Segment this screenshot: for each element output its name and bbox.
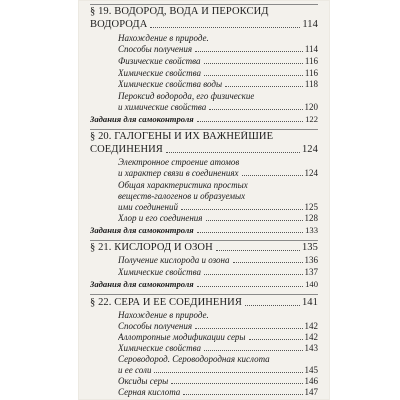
page-number: 114 bbox=[302, 19, 318, 30]
toc-item[interactable]: Химические свойства 116 bbox=[118, 68, 318, 78]
toc-item-continuation[interactable]: ими соединений 125 bbox=[118, 202, 318, 212]
section-divider bbox=[90, 294, 318, 295]
leader-dots bbox=[150, 27, 300, 28]
toc-item[interactable]: Аллотропные модификации серы 142 bbox=[118, 332, 318, 342]
page-number: 141 bbox=[301, 297, 318, 308]
toc-item[interactable]: Химические свойства 137 bbox=[118, 267, 318, 277]
toc-item[interactable]: Химические свойства 143 bbox=[118, 343, 318, 353]
leader-dots bbox=[209, 109, 302, 110]
self-check-tasks[interactable]: Задания для самоконтроля 140 bbox=[90, 279, 318, 289]
leader-dots bbox=[225, 86, 303, 87]
toc-item[interactable]: Получение кислорода и озона 136 bbox=[118, 255, 318, 265]
page-number: 133 bbox=[305, 225, 318, 235]
leader-dots bbox=[204, 274, 303, 275]
page-number: 142 bbox=[304, 332, 318, 342]
page-number: 140 bbox=[305, 279, 318, 289]
leader-dots bbox=[197, 286, 303, 287]
section-title[interactable]: § 21. КИСЛОРОД И ОЗОН 135 bbox=[90, 242, 318, 253]
section-title[interactable]: § 19. ВОДОРОД, ВОДА И ПЕРОКСИД bbox=[90, 6, 269, 17]
page-number: 143 bbox=[304, 343, 318, 353]
section-divider bbox=[90, 240, 318, 241]
leader-dots bbox=[204, 63, 303, 64]
leader-dots bbox=[197, 232, 303, 233]
self-check-tasks[interactable]: Задания для самоконтроля 122 bbox=[90, 114, 318, 124]
section-title-continuation[interactable]: СОЕДИНЕНИЯ 124 bbox=[90, 144, 318, 155]
section-title[interactable]: § 22. СЕРА И ЕЕ СОЕДИНЕНИЯ 141 bbox=[90, 297, 318, 308]
leader-dots bbox=[195, 51, 303, 52]
toc-item[interactable]: Физические свойства 116 bbox=[118, 56, 318, 66]
page-number: 124 bbox=[301, 144, 318, 155]
toc-item-continuation[interactable]: и ее соли 145 bbox=[118, 365, 318, 375]
page-number: 135 bbox=[301, 242, 318, 253]
section-title-continuation[interactable]: ВОДОРОДА 114 bbox=[90, 19, 318, 30]
toc-item[interactable]: Пероксид водорода, его физические bbox=[118, 92, 255, 101]
page-number: 145 bbox=[304, 365, 318, 375]
leader-dots bbox=[245, 305, 300, 306]
toc-item-continuation[interactable]: Способы получения 142 bbox=[118, 321, 318, 331]
leader-dots bbox=[166, 152, 300, 153]
toc-item[interactable]: Хлор и его соединения 128 bbox=[118, 213, 318, 223]
toc-item-continuation[interactable]: Способы получения 114 bbox=[118, 44, 318, 54]
leader-dots bbox=[171, 383, 302, 384]
page-number: 116 bbox=[304, 68, 318, 78]
toc-item-continuation[interactable]: веществ-галогенов и образуемых bbox=[118, 192, 246, 201]
toc-item[interactable]: Электронное строение атомов bbox=[118, 158, 240, 167]
page-number: 118 bbox=[304, 79, 318, 89]
page-number: 147 bbox=[304, 387, 318, 397]
page-number: 125 bbox=[304, 202, 318, 212]
page-number: 122 bbox=[305, 114, 318, 124]
toc-item[interactable]: Сероводород. Сероводородная кислота bbox=[118, 355, 270, 364]
leader-dots bbox=[216, 250, 300, 251]
table-of-contents-page bbox=[78, 0, 330, 400]
toc-item[interactable]: Общая характеристика простых bbox=[118, 181, 248, 190]
page-number: 114 bbox=[304, 44, 318, 54]
leader-dots bbox=[183, 394, 302, 395]
leader-dots bbox=[204, 75, 303, 76]
section-title[interactable]: § 20. ГАЛОГЕНЫ И ИХ ВАЖНЕЙШИЕ bbox=[90, 131, 274, 142]
page-number: 137 bbox=[304, 267, 318, 277]
toc-item[interactable]: Оксиды серы 146 bbox=[118, 376, 318, 386]
leader-dots bbox=[206, 220, 303, 221]
leader-dots bbox=[154, 372, 302, 373]
toc-item[interactable]: Нахождение в природе. bbox=[118, 34, 209, 43]
section-divider bbox=[90, 129, 318, 130]
page-number: 124 bbox=[304, 168, 318, 178]
section-divider bbox=[90, 4, 318, 5]
toc-item[interactable]: Химические свойства воды 118 bbox=[118, 79, 318, 89]
page-number: 120 bbox=[304, 102, 318, 112]
page-number: 116 bbox=[304, 56, 318, 66]
leader-dots bbox=[197, 121, 303, 122]
page-number: 146 bbox=[304, 376, 318, 386]
page-number: 128 bbox=[304, 213, 318, 223]
leader-dots bbox=[249, 339, 303, 340]
toc-item-continuation[interactable]: и химические свойства 120 bbox=[118, 102, 318, 112]
leader-dots bbox=[242, 175, 303, 176]
toc-item-continuation[interactable]: и характер связи в соединениях 124 bbox=[118, 168, 318, 178]
leader-dots bbox=[181, 209, 302, 210]
toc-item[interactable]: Нахождение в природе. bbox=[118, 311, 209, 320]
page-number: 136 bbox=[304, 255, 318, 265]
leader-dots bbox=[204, 350, 303, 351]
page-number: 142 bbox=[304, 321, 318, 331]
leader-dots bbox=[233, 262, 303, 263]
self-check-tasks[interactable]: Задания для самоконтроля 133 bbox=[90, 225, 318, 235]
toc-item[interactable]: Серная кислота 147 bbox=[118, 387, 318, 397]
leader-dots bbox=[195, 328, 302, 329]
